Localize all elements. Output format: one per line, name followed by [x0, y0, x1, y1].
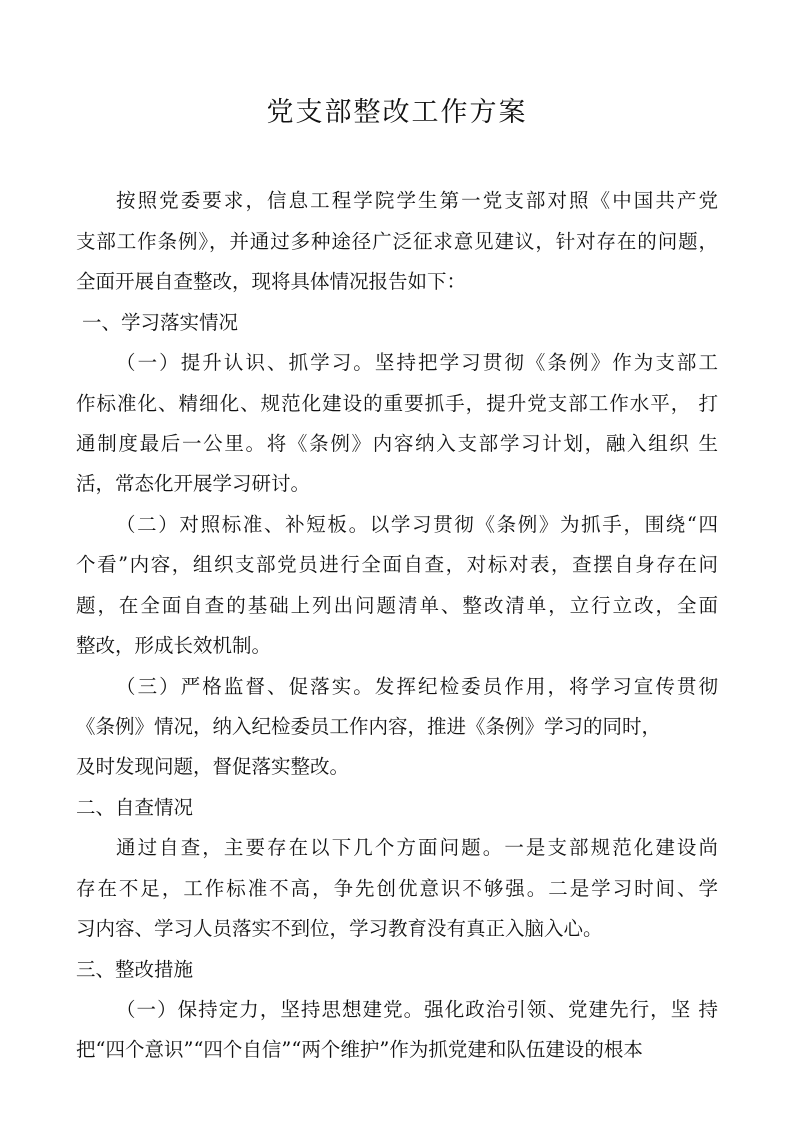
- paragraph-line: 习内容、学习人员落实不到位，学习教育没有真正入脑入心。: [76, 917, 603, 940]
- paragraph-line: 整改，形成长效机制。: [76, 634, 272, 657]
- paragraph-line: 全面开展自查整改，现将具体情况报告如下：: [76, 270, 467, 293]
- paragraph-line: 《条例》情况，纳入纪检委员工作内容，推进《条例》学习的同时，: [76, 715, 662, 738]
- paragraph-line: 作标准化、精细化、规范化建设的重要抓手，提升党支部工作水平， 打: [76, 392, 718, 415]
- paragraph-line: 活，常态化开展学习研讨。: [76, 472, 311, 495]
- section-heading: 一、学习落实情况: [82, 311, 239, 334]
- paragraph-line: 通过自查，主要存在以下几个方面问题。一是支部规范化建设尚: [116, 836, 718, 859]
- document-title: 党支部整改工作方案: [266, 97, 528, 128]
- section-heading: 三、整改措施: [76, 958, 194, 981]
- paragraph-line: 把“四个意识”“四个自信”“两个维护”作为抓党建和队伍建设的根本: [76, 1038, 643, 1061]
- paragraph-line: （一）提升认识、抓学习。坚持把学习贯彻《条例》作为支部工: [116, 351, 718, 374]
- section-heading: 二、自查情况: [76, 796, 194, 819]
- paragraph-line: 存在不足，工作标准不高，争先创优意识不够强。二是学习时间、学: [76, 877, 718, 900]
- paragraph-line: 题，在全面自查的基础上列出问题清单、整改清单，立行立改，全面: [76, 594, 718, 617]
- paragraph-line: （一）保持定力，坚持思想建党。强化政治引领、党建先行，坚 持: [116, 998, 718, 1021]
- paragraph-line: 及时发现问题，督促落实整改。: [76, 755, 350, 778]
- paragraph-line: 个看”内容，组织支部党员进行全面自查，对标对表，查摆自身存在问: [76, 553, 718, 576]
- paragraph-line: 通制度最后一公里。将《条例》内容纳入支部学习计划，融入组织 生: [76, 432, 718, 455]
- paragraph-line: 按照党委要求，信息工程学院学生第一党支部对照《中国共产党: [116, 189, 718, 212]
- paragraph-line: （三）严格监督、促落实。发挥纪检委员作用，将学习宣传贯彻: [116, 675, 718, 698]
- paragraph-line: 支部工作条例》，并通过多种途径广泛征求意见建议，针对存在的问题，: [76, 230, 718, 253]
- paragraph-line: （二）对照标准、补短板。以学习贯彻《条例》为抓手，围绕“四: [116, 513, 718, 536]
